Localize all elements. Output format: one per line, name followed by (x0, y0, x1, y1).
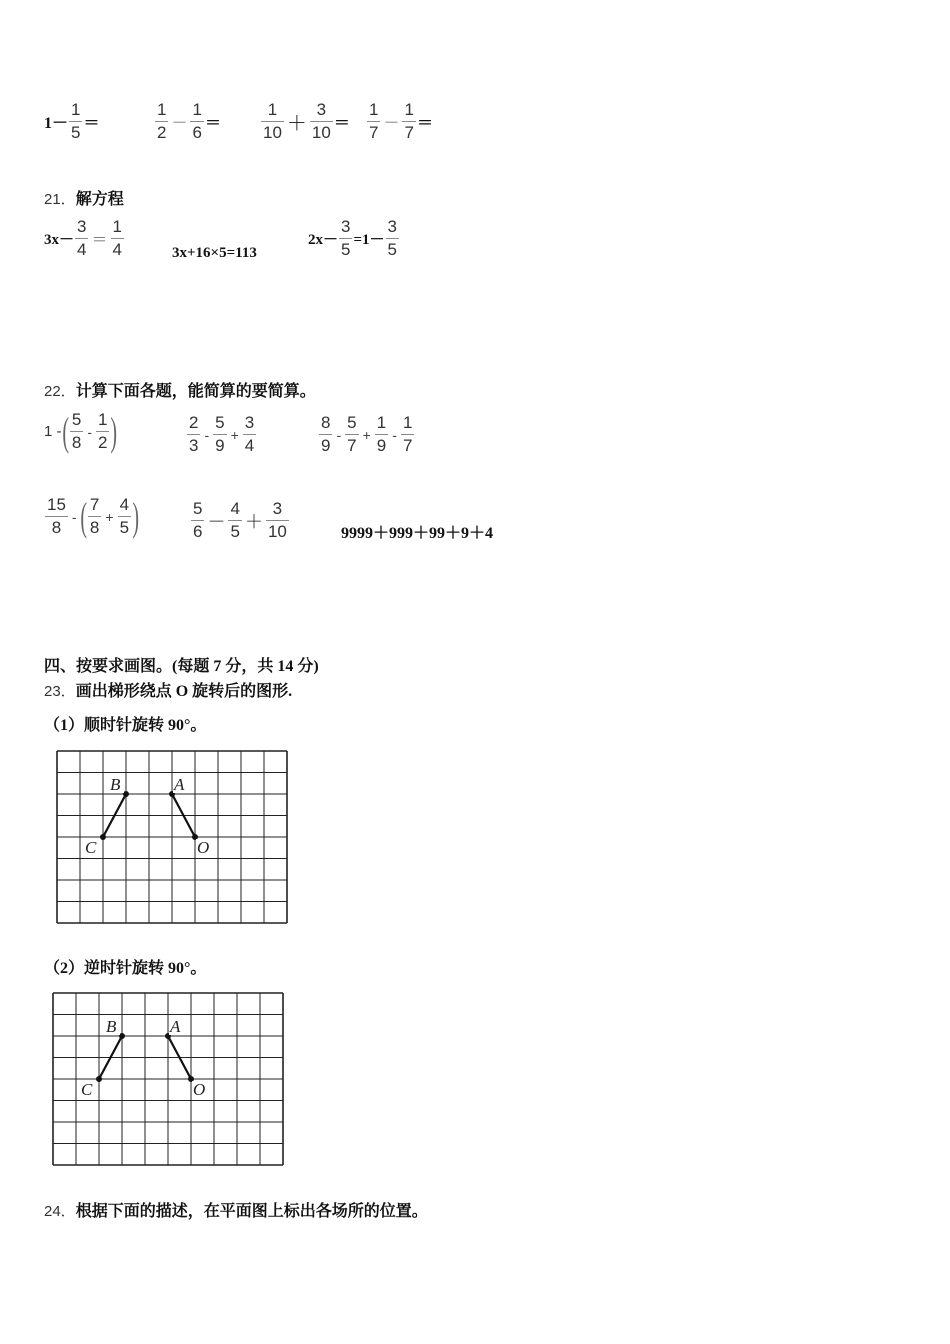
point-C (100, 834, 106, 840)
point-label-C: C (81, 1080, 93, 1099)
point-C (96, 1076, 102, 1082)
q24-heading: 24．根据下面的描述，在平面图上标出各场所的位置。 (44, 1203, 428, 1220)
row1-expr-2: $\frac{1}{2}$ － $\frac{1}{6}$ ＝ (157, 100, 221, 142)
point-label-A: A (170, 1017, 181, 1036)
row1-expr-3: $\frac{1}{10}$ ＋ $\frac{3}{10}$ ＝ (263, 100, 350, 142)
q22-problem-4: $\frac{15}{8}$ - ( $\frac{7}{8}$ + $\frac{4}{5}$ ) (47, 493, 140, 539)
point-label-B: B (110, 775, 121, 794)
point-label-A: A (174, 775, 185, 794)
point-label-O: O (193, 1080, 206, 1099)
q21-equation-2: 3x+16×5=113 (172, 245, 257, 261)
q23-part-1-label: （1）顺时针旋转 90°。 (44, 717, 207, 734)
point-label-C: C (85, 838, 97, 857)
row1-expr-4: $\frac{1}{7}$ － $\frac{1}{7}$ ＝ (369, 100, 433, 142)
q22-problem-5: $\frac{5}{6}$ － $\frac{4}{5}$ ＋ $\frac{3}{10}$ (193, 499, 287, 541)
q22-problem-3: $\frac{8}{9}$ - $\frac{5}{7}$ + $\frac{1}{9}$ - $\frac{1}{7}$ (321, 413, 413, 455)
q22-problem-2: $\frac{2}{3}$ - $\frac{5}{9}$ + $\frac{3}{4}$ (189, 413, 255, 455)
grid-figure-1 (56, 750, 288, 924)
q22-problem-6: 9999＋999＋99＋9＋4 (341, 525, 494, 542)
fraction: $\frac{1}{5}$ (71, 100, 81, 142)
section-4-title: 四、按要求画图。(每题 7 分，共 14 分) (44, 658, 319, 675)
grid-figure-2 (52, 992, 284, 1167)
q23-heading: 23．画出梯形绕点 O 旋转后的图形. (44, 683, 293, 700)
q21-equation-3: 2x－ $\frac{3}{5}$ =1－ $\frac{3}{5}$ (308, 217, 398, 259)
q23-part-2-label: （2）逆时针旋转 90°。 (44, 960, 207, 977)
q21-equation-1: 3x－ $\frac{3}{4}$ ＝ $\frac{1}{4}$ (44, 217, 122, 259)
q21-heading: 21．解方程 (44, 191, 124, 208)
point-label-O: O (197, 838, 210, 857)
row1-expr-1: 1－ $\frac{1}{5}$ ＝ (44, 100, 100, 142)
q22-heading: 22．计算下面各题，能简算的要简算。 (44, 383, 316, 400)
point-label-B: B (106, 1017, 117, 1036)
q22-problem-1: 1 - ( $\frac{5}{8}$ - $\frac{1}{2}$ ) (44, 408, 118, 454)
